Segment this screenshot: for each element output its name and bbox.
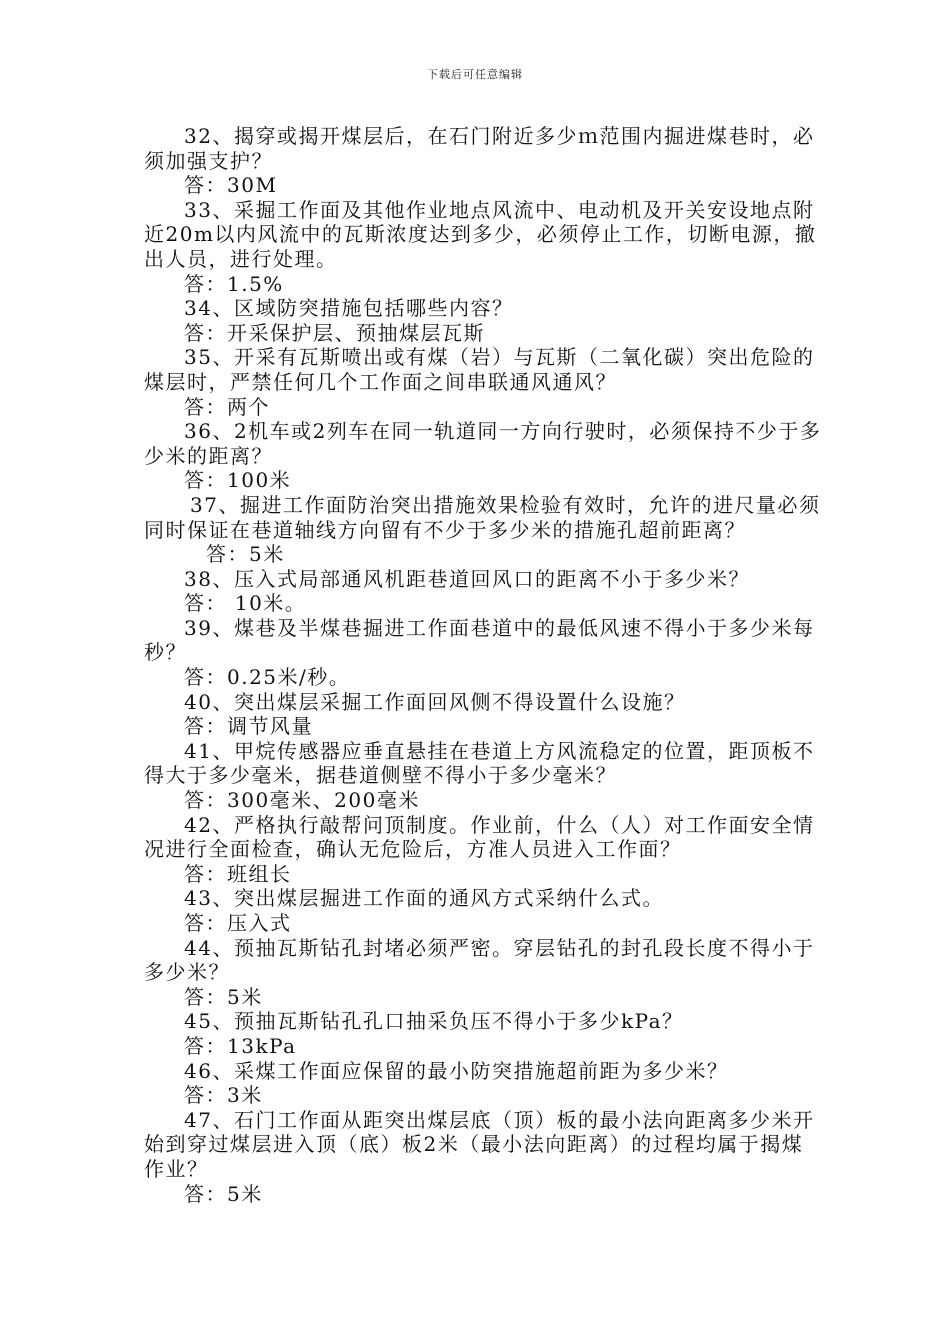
answer-38: 答： 10米。 xyxy=(184,591,307,616)
answer-41: 答：300毫米、200毫米 xyxy=(184,788,420,813)
question-41: 41、甲烷传感器应垂直悬挂在巷道上方风流稳定的位置，距顶板不得大于多少毫米，据巷道侧壁不得小于多少毫米？ xyxy=(144,738,815,788)
answer-47: 答：5米 xyxy=(184,1181,263,1206)
answer-36: 答：100米 xyxy=(184,468,292,493)
answer-46: 答：3米 xyxy=(184,1083,263,1108)
question-38: 38、压入式局部通风机距巷道回风口的距离不小于多少米？ xyxy=(184,566,750,591)
answer-34: 答：开采保护层、预抽煤层瓦斯 xyxy=(184,320,485,345)
question-32: 32、揭穿或揭开煤层后，在石门附近多少ｍ范围内掘进煤巷时，必须加强支护？ xyxy=(144,124,815,173)
qa-list xyxy=(144,124,824,1206)
answer-44: 答：5米 xyxy=(184,984,263,1009)
answer-42: 答：班组长 xyxy=(184,861,292,886)
question-42: 42、严格执行敲帮问顶制度。作业前，什么（人）对工作面安全情况进行全面检查，确认无危险后，方准人员进入工作面？ xyxy=(144,812,815,862)
answer-32: 答：30M xyxy=(184,173,278,198)
question-34: 34、区域防突措施包括哪些内容？ xyxy=(184,296,514,321)
question-39: 39、煤巷及半煤巷掘进工作面巷道中的最低风速不得小于多少米每秒？ xyxy=(144,615,815,665)
question-47: 47、石门工作面从距突出煤层底（顶）板的最小法向距离多少米开始到穿过煤层进入顶（底）板2米（最小法向距离）的过程均属于揭煤作业？ xyxy=(144,1107,815,1181)
question-36: 36、2机车或2列车在同一轨道同一方向行驶时，必须保持不少于多少米的距离？ xyxy=(144,419,822,468)
question-35: 35、开采有瓦斯喷出或有煤（岩）与瓦斯（二氧化碳）突出危险的煤层时，严禁任何几个工作面之间串联通风通风？ xyxy=(144,345,815,394)
question-40: 40、突出煤层采掘工作面回风侧不得设置什么设施？ xyxy=(184,689,686,714)
question-43: 43、突出煤层掘进工作面的通风方式采纳什么式。 xyxy=(184,886,664,911)
question-46: 46、采煤工作面应保留的最小防突措施超前距为多少米？ xyxy=(184,1058,729,1083)
answer-35: 答：两个 xyxy=(184,394,270,419)
answer-45: 答：13kPa xyxy=(184,1033,297,1058)
answer-37: 答：5米 xyxy=(206,542,285,567)
question-37: 37、掘进工作面防治突出措施效果检验有效时，允许的进尺量必须同时保证在巷道轴线方向留有不少于多少米的措施孔超前距离？ xyxy=(144,492,821,542)
answer-39: 答：0.25米/秒。 xyxy=(184,665,351,690)
question-44: 44、预抽瓦斯钻孔封堵必须严密。穿层钻孔的封孔段长度不得小于多少米？ xyxy=(144,935,815,985)
answer-40: 答：调节风量 xyxy=(184,714,313,739)
question-33: 33、采掘工作面及其他作业地点风流中、电动机及开关安设地点附近20m以内风流中的瓦斯浓度达到多少，必须停止工作，切断电源，撤出人员，进行处理。 xyxy=(144,197,817,271)
answer-33: 答：1.5% xyxy=(184,271,284,296)
page-header: 下载后可任意编辑 xyxy=(427,68,523,81)
answer-43: 答：压入式 xyxy=(184,911,292,935)
question-45: 45、预抽瓦斯钻孔孔口抽采负压不得小于多少kPa？ xyxy=(184,1009,684,1034)
